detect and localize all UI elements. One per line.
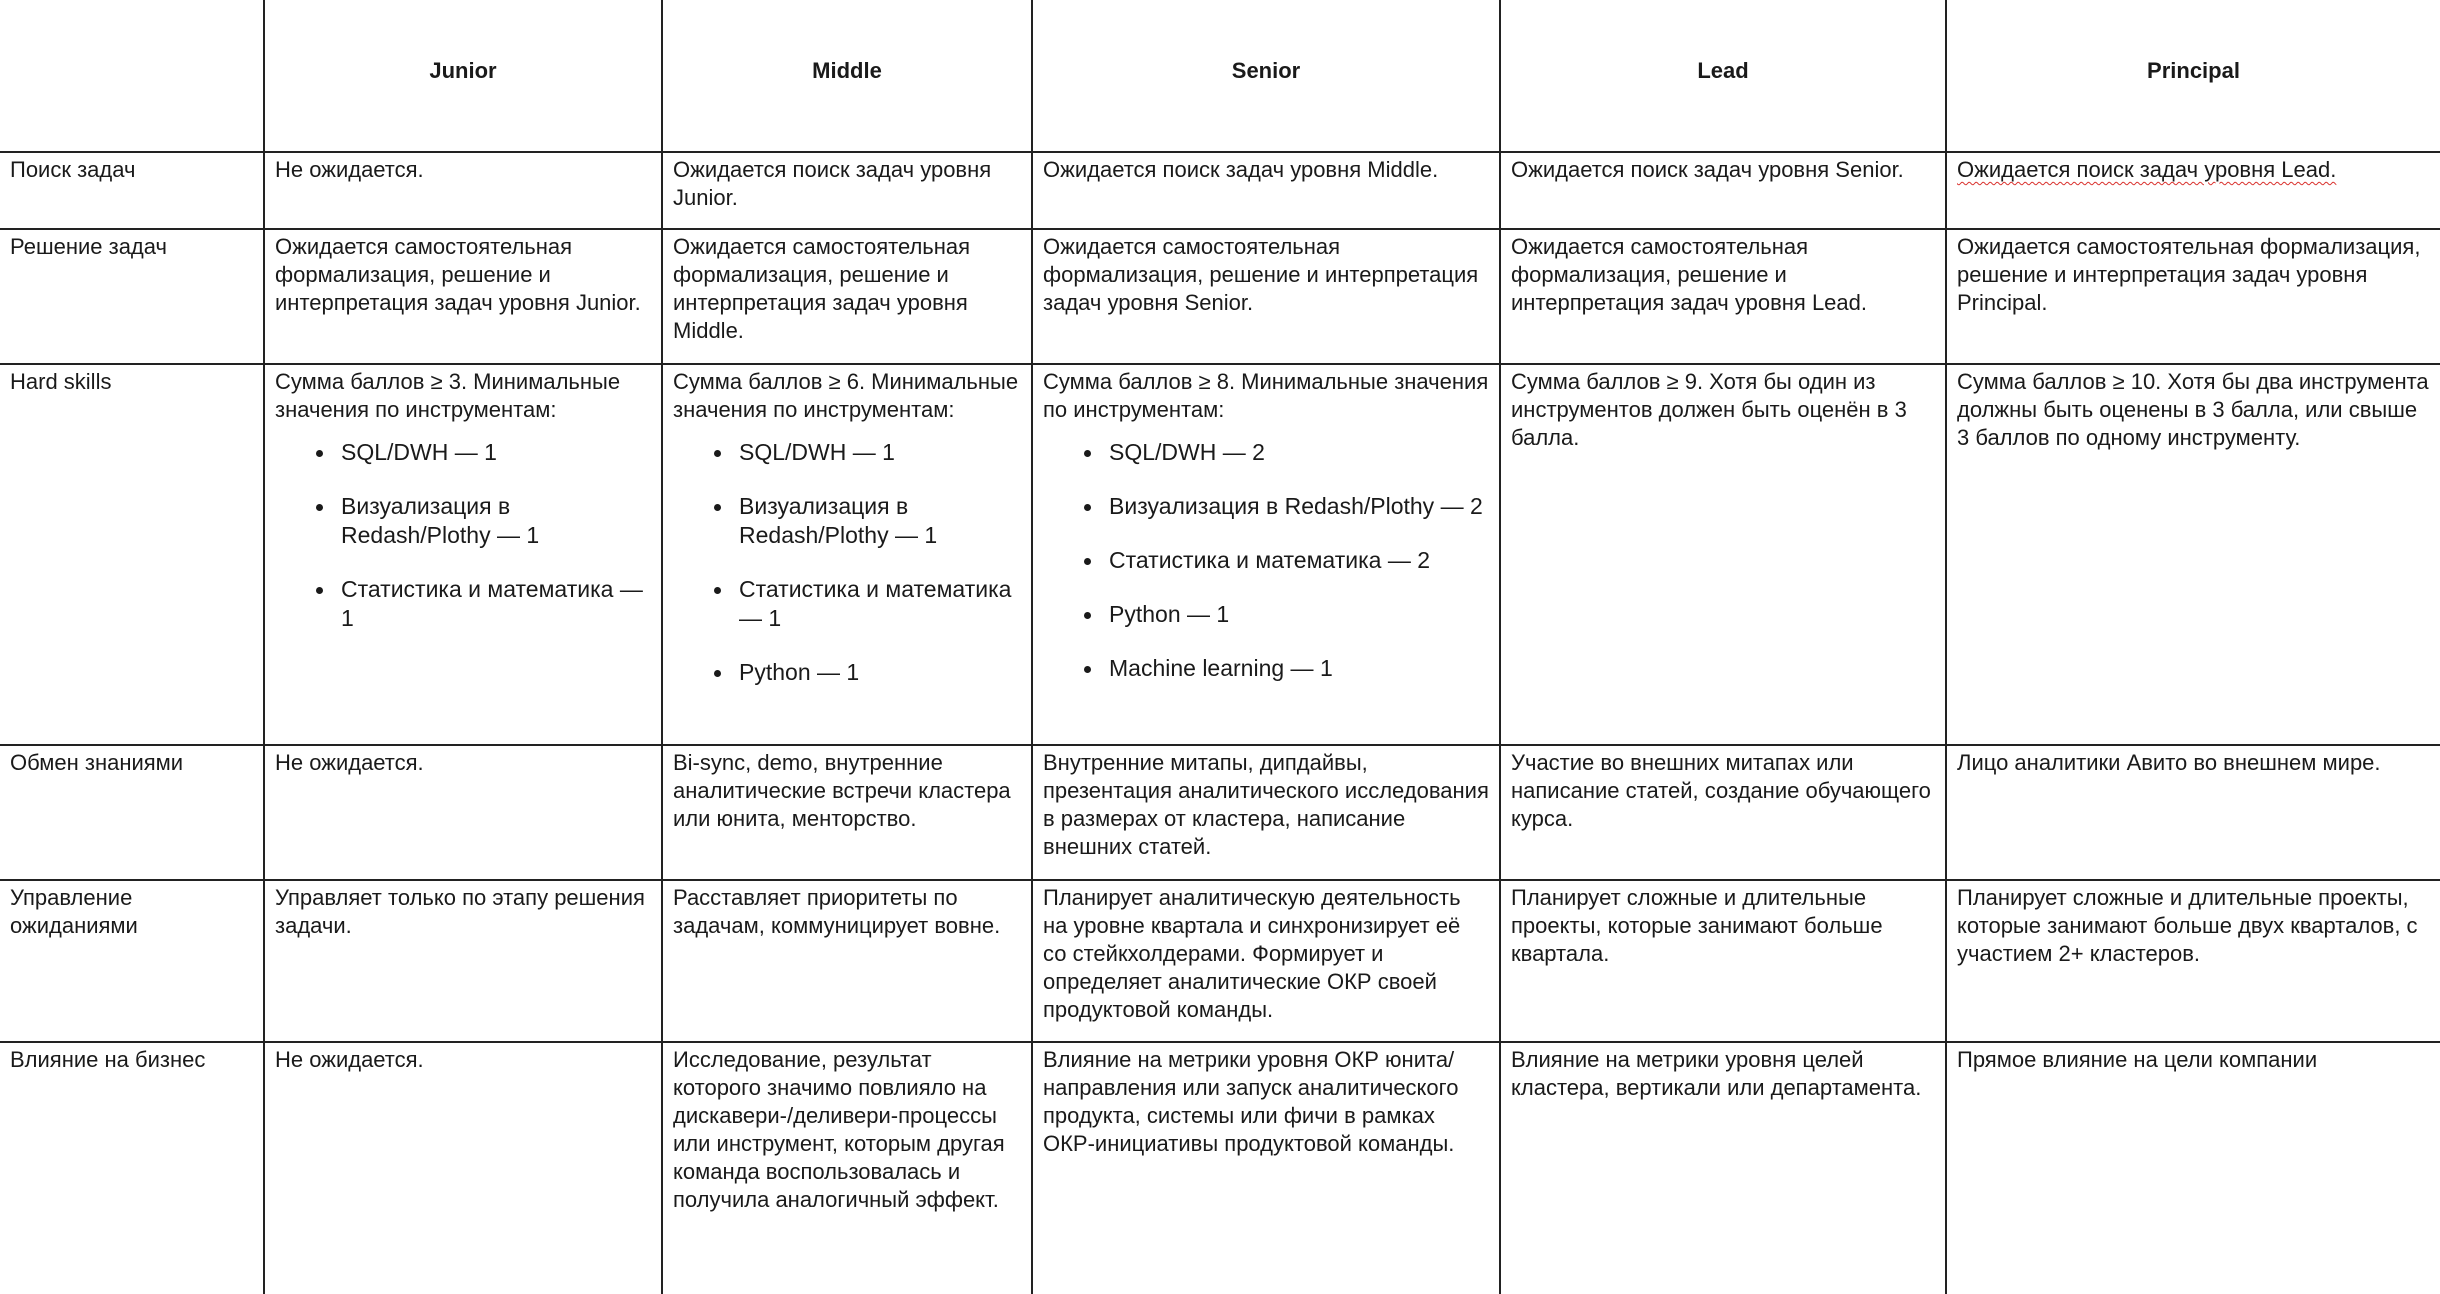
cell-hard-skills-senior (1032, 364, 1500, 745)
cell-hard-skills-junior (264, 364, 662, 745)
list-item: Визуализация в Redash/Plothy — 1 (341, 492, 651, 550)
cell-search-lead: Ожидается поиск задач уровня Senior. (1500, 152, 1946, 229)
column-header-senior: Senior (1032, 0, 1500, 152)
cell-solving-lead: Ожидается самостоятельная формализация, решение и интерпретация задач уровня Lead. (1500, 229, 1946, 364)
cell-search-principal-text: Ожидается поиск задач уровня Lead. (1957, 157, 2337, 182)
cell-impact-lead: Влияние на метрики уровня целей кластера, вертикали или департамента. (1500, 1042, 1946, 1294)
hard-skills-middle-list (673, 438, 1021, 687)
row-impact (0, 1042, 2440, 1294)
list-item: SQL/DWH — 1 (341, 438, 651, 467)
cell-knowledge-junior: Не ожидается. (264, 745, 662, 880)
cell-solving-principal: Ожидается самостоятельная формализация, решение и интерпретация задач уровня Principal. (1946, 229, 2440, 364)
cell-expectations-middle: Расставляет приоритеты по задачам, коммуницирует вовне. (662, 880, 1032, 1042)
list-item: Визуализация в Redash/Plothy — 1 (739, 492, 1021, 550)
cell-solving-junior: Ожидается самостоятельная формализация, решение и интерпретация задач уровня Junior. (264, 229, 662, 364)
column-header-middle: Middle (662, 0, 1032, 152)
cell-impact-junior: Не ожидается. (264, 1042, 662, 1294)
cell-expectations-junior: Управляет только по этапу решения задачи. (264, 880, 662, 1042)
list-item: Статистика и математика — 2 (1109, 546, 1489, 575)
cell-knowledge-lead: Участие во внешних митапах или написание статей, создание обучающего курса. (1500, 745, 1946, 880)
corner-cell (0, 0, 264, 152)
cell-hard-skills-principal: Сумма баллов ≥ 10. Хотя бы два инструмента должны быть оценены в 3 балла, или свыше 3 баллов по одному инструменту. (1946, 364, 2440, 745)
cell-knowledge-middle: Bi-sync, demo, внутренние аналитические встречи кластера или юнита, менторство. (662, 745, 1032, 880)
cell-solving-middle: Ожидается самостоятельная формализация, решение и интерпретация задач уровня Middle. (662, 229, 1032, 364)
list-item: Python — 1 (1109, 600, 1489, 629)
list-item: Python — 1 (739, 658, 1021, 687)
cell-expectations-principal: Планирует сложные и длительные проекты, которые занимают больше двух кварталов, с участием 2+ кластеров. (1946, 880, 2440, 1042)
list-item: Визуализация в Redash/Plothy — 2 (1109, 492, 1489, 521)
list-item: SQL/DWH — 1 (739, 438, 1021, 467)
list-item: Статистика и математика — 1 (341, 575, 651, 633)
row-label-search: Поиск задач (0, 152, 264, 229)
cell-solving-senior: Ожидается самостоятельная формализация, решение и интерпретация задач уровня Senior. (1032, 229, 1500, 364)
row-knowledge (0, 745, 2440, 880)
hard-skills-middle-intro: Сумма баллов ≥ 6. Минимальные значения по инструментам: (673, 369, 1019, 422)
cell-knowledge-senior: Внутренние митапы, дипдайвы, презентация аналитического исследования в размерах от кластера, написание внешних статей. (1032, 745, 1500, 880)
list-item: Machine learning — 1 (1109, 654, 1489, 683)
cell-hard-skills-lead: Сумма баллов ≥ 9. Хотя бы один из инструментов должен быть оценён в 3 балла. (1500, 364, 1946, 745)
header-row (0, 0, 2440, 152)
row-hard-skills (0, 364, 2440, 745)
cell-search-middle: Ожидается поиск задач уровня Junior. (662, 152, 1032, 229)
row-solving (0, 229, 2440, 364)
cell-knowledge-principal: Лицо аналитики Авито во внешнем мире. (1946, 745, 2440, 880)
hard-skills-junior-intro: Сумма баллов ≥ 3. Минимальные значения по инструментам: (275, 369, 621, 422)
cell-impact-senior: Влияние на метрики уровня ОКР юнита/направления или запуск аналитического продукта, системы или фичи в рамках ОКР-инициативы продуктовой команды. (1032, 1042, 1500, 1294)
column-header-lead: Lead (1500, 0, 1946, 152)
list-item: Статистика и математика — 1 (739, 575, 1021, 633)
cell-hard-skills-middle (662, 364, 1032, 745)
row-expectations (0, 880, 2440, 1042)
row-search (0, 152, 2440, 229)
cell-expectations-lead: Планирует сложные и длительные проекты, которые занимают больше квартала. (1500, 880, 1946, 1042)
cell-search-junior: Не ожидается. (264, 152, 662, 229)
cell-search-senior: Ожидается поиск задач уровня Middle. (1032, 152, 1500, 229)
list-item: SQL/DWH — 2 (1109, 438, 1489, 467)
hard-skills-senior-intro: Сумма баллов ≥ 8. Минимальные значения по инструментам: (1043, 369, 1489, 422)
row-label-impact: Влияние на бизнес (0, 1042, 264, 1294)
column-header-principal: Principal (1946, 0, 2440, 152)
cell-expectations-senior: Планирует аналитическую деятельность на уровне квартала и синхронизирует её со стейкхолдерами. Формирует и определяет аналитические ОКР своей продуктовой команды. (1032, 880, 1500, 1042)
cell-impact-principal: Прямое влияние на цели компании (1946, 1042, 2440, 1294)
row-label-knowledge: Обмен знаниями (0, 745, 264, 880)
row-label-hard-skills: Hard skills (0, 364, 264, 745)
cell-search-principal (1946, 152, 2440, 229)
hard-skills-senior-list (1043, 438, 1489, 683)
hard-skills-junior-list (275, 438, 651, 633)
column-header-junior: Junior (264, 0, 662, 152)
row-label-solving: Решение задач (0, 229, 264, 364)
cell-impact-middle: Исследование, результат которого значимо повлияло на дискавери-/деливери-процессы или инструмент, которым другая команда воспользовалась и получила аналогичный эффект. (662, 1042, 1032, 1294)
row-label-expectations: Управление ожиданиями (0, 880, 264, 1042)
